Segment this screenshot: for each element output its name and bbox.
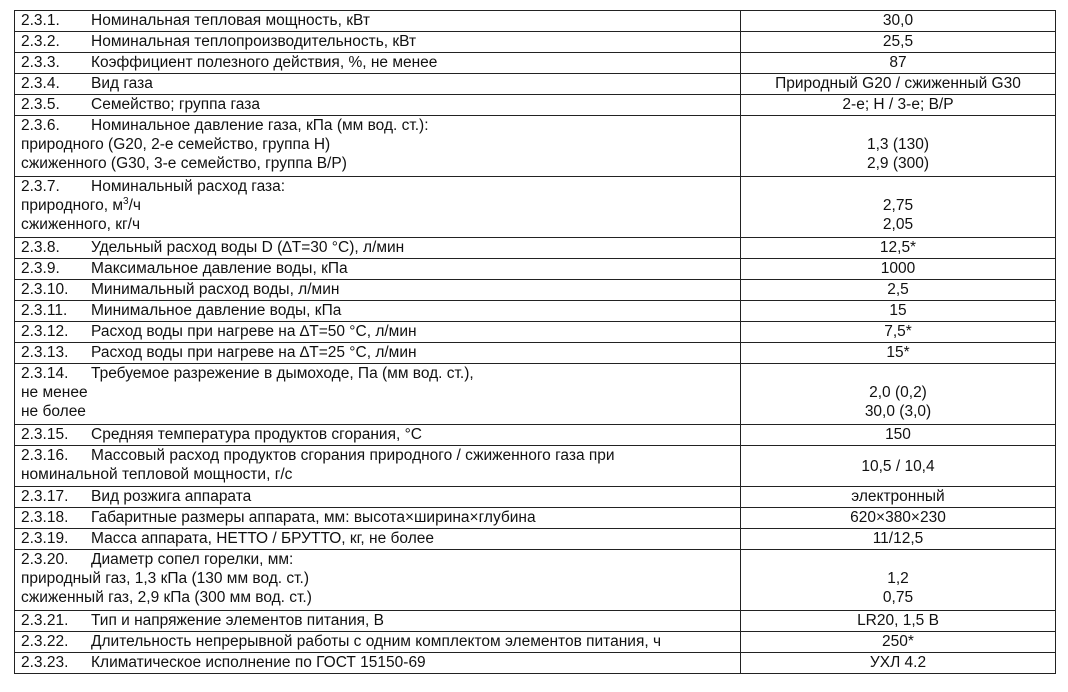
param-subline xyxy=(21,588,734,607)
row-number: 2.3.4. xyxy=(21,75,60,92)
param-subline-text: сжиженного (G30, 3-е семейство, группа В/Р) xyxy=(21,155,347,172)
row-number: 2.3.5. xyxy=(21,96,60,113)
param-cell xyxy=(15,550,741,611)
param-cell xyxy=(15,487,741,508)
param-subline-text: природного, м xyxy=(21,197,123,214)
param-title: Номинальная теплопроизводительность, кВт xyxy=(91,33,417,50)
row-number: 2.3.13. xyxy=(21,344,69,361)
table-row xyxy=(15,259,1056,280)
value-line: 30,0 xyxy=(882,12,914,29)
param-cell xyxy=(15,259,741,280)
table-row xyxy=(15,529,1056,550)
value-line xyxy=(747,177,1049,196)
table-row xyxy=(15,653,1056,674)
param-subline xyxy=(21,402,734,421)
param-cell xyxy=(15,653,741,674)
value-cell xyxy=(741,446,1056,487)
row-number: 2.3.19. xyxy=(21,530,69,547)
param-subline-text: не менее xyxy=(21,384,88,401)
value-cell xyxy=(741,74,1056,95)
value-line: 15 xyxy=(889,302,907,319)
param-line xyxy=(21,550,734,569)
value-line: LR20, 1,5 В xyxy=(857,612,939,629)
spec-table-body xyxy=(15,11,1056,674)
value-line: 12,5* xyxy=(879,239,917,256)
table-row xyxy=(15,280,1056,301)
param-line xyxy=(21,301,734,320)
table-row xyxy=(15,487,1056,508)
value-cell xyxy=(741,343,1056,364)
param-subline xyxy=(21,215,734,234)
table-row xyxy=(15,95,1056,116)
table-row xyxy=(15,301,1056,322)
param-line xyxy=(21,653,734,672)
value-line: 150 xyxy=(885,426,911,443)
param-cell xyxy=(15,611,741,632)
value-cell xyxy=(741,116,1056,177)
param-title: Диаметр сопел горелки, мм: xyxy=(91,551,294,568)
value-line: 11/12,5 xyxy=(872,530,924,547)
param-cell xyxy=(15,301,741,322)
param-subline-text: номинальной тепловой мощности, г/с xyxy=(21,466,293,483)
param-title: Удельный расход воды D (∆T=30 °С), л/мин xyxy=(91,239,405,256)
param-subline-text: сжиженного, кг/ч xyxy=(21,216,141,233)
table-row xyxy=(15,632,1056,653)
param-line xyxy=(21,53,734,72)
value-line: 1,3 (130) xyxy=(866,136,930,153)
value-line: 2,9 (300) xyxy=(866,155,930,172)
param-subline xyxy=(21,135,734,154)
value-line: 7,5* xyxy=(884,323,912,340)
value-line: 2,75 xyxy=(882,197,914,214)
param-title: Минимальное давление воды, кПа xyxy=(91,302,342,319)
row-number: 2.3.6. xyxy=(21,117,60,134)
value-line: электронный xyxy=(851,488,945,505)
value-cell xyxy=(741,550,1056,611)
value-line: 2-е; Н / 3-е; В/Р xyxy=(842,96,954,113)
value-cell xyxy=(741,425,1056,446)
row-number: 2.3.17. xyxy=(21,488,69,505)
row-number: 2.3.23. xyxy=(21,654,69,671)
param-cell xyxy=(15,508,741,529)
param-title: Массовый расход продуктов сгорания природного / сжиженного газа при xyxy=(91,447,615,464)
param-title: Вид розжига аппарата xyxy=(91,488,252,505)
table-row xyxy=(15,116,1056,177)
param-cell xyxy=(15,425,741,446)
param-subline xyxy=(21,383,734,402)
value-line: 15* xyxy=(886,344,910,361)
param-line xyxy=(21,364,734,383)
param-cell xyxy=(15,632,741,653)
row-number: 2.3.3. xyxy=(21,54,60,71)
table-row xyxy=(15,611,1056,632)
table-row xyxy=(15,322,1056,343)
param-title: Средняя температура продуктов сгорания, °С xyxy=(91,426,422,443)
value-line xyxy=(747,550,1049,569)
value-line: 2,0 (0,2) xyxy=(869,384,927,401)
param-line xyxy=(21,116,734,135)
value-cell xyxy=(741,322,1056,343)
row-number: 2.3.11. xyxy=(21,302,68,319)
param-title: Вид газа xyxy=(91,75,153,92)
value-cell xyxy=(741,280,1056,301)
value-cell xyxy=(741,508,1056,529)
value-line xyxy=(747,116,1049,135)
param-line xyxy=(21,322,734,341)
row-number: 2.3.2. xyxy=(21,33,60,50)
param-cell xyxy=(15,343,741,364)
param-cell xyxy=(15,11,741,32)
value-cell xyxy=(741,259,1056,280)
value-line: 1000 xyxy=(880,260,916,277)
param-line xyxy=(21,177,734,196)
table-row xyxy=(15,508,1056,529)
value-line: 1,2 xyxy=(887,570,909,587)
row-number: 2.3.1. xyxy=(21,12,60,29)
param-line xyxy=(21,632,734,651)
param-subline-text: не более xyxy=(21,403,86,420)
param-cell xyxy=(15,116,741,177)
param-title: Минимальный расход воды, л/мин xyxy=(91,281,340,298)
table-row xyxy=(15,425,1056,446)
param-line xyxy=(21,74,734,93)
param-title: Номинальный расход газа: xyxy=(91,178,286,195)
param-title: Расход воды при нагреве на ∆T=25 °С, л/мин xyxy=(91,344,417,361)
param-cell xyxy=(15,74,741,95)
param-title: Максимальное давление воды, кПа xyxy=(91,260,348,277)
table-row xyxy=(15,364,1056,425)
row-number: 2.3.22. xyxy=(21,633,69,650)
param-cell xyxy=(15,177,741,238)
param-subline-text: природного (G20, 2-е семейство, группа Н) xyxy=(21,136,331,153)
param-line xyxy=(21,32,734,51)
value-line: 30,0 (3,0) xyxy=(864,403,932,420)
param-cell xyxy=(15,53,741,74)
row-number: 2.3.15. xyxy=(21,426,69,443)
param-title: Номинальное давление газа, кПа (мм вод. ст.): xyxy=(91,117,429,134)
value-line: 2,5 xyxy=(887,281,909,298)
unit-superscript: 3 xyxy=(123,195,129,207)
value-line: 620×380×230 xyxy=(850,509,946,526)
param-line xyxy=(21,611,734,630)
value-cell xyxy=(741,529,1056,550)
value-cell xyxy=(741,95,1056,116)
param-cell xyxy=(15,322,741,343)
value-cell xyxy=(741,238,1056,259)
param-subline-text: природный газ, 1,3 кПа (130 мм вод. ст.) xyxy=(21,570,310,587)
param-cell xyxy=(15,364,741,425)
param-cell xyxy=(15,95,741,116)
value-cell xyxy=(741,53,1056,74)
param-line xyxy=(21,425,734,444)
row-number: 2.3.12. xyxy=(21,323,69,340)
value-cell xyxy=(741,653,1056,674)
param-subline xyxy=(21,154,734,173)
table-row xyxy=(15,446,1056,487)
value-line: УХЛ 4.2 xyxy=(869,654,927,671)
value-cell xyxy=(741,11,1056,32)
param-title: Коэффициент полезного действия, %, не менее xyxy=(91,54,438,71)
row-number: 2.3.10. xyxy=(21,281,69,298)
param-line xyxy=(21,487,734,506)
param-cell xyxy=(15,32,741,53)
row-number: 2.3.21. xyxy=(21,612,69,629)
value-cell xyxy=(741,632,1056,653)
param-line xyxy=(21,280,734,299)
param-title: Габаритные размеры аппарата, мм: высота×ширина×глубина xyxy=(91,509,536,526)
param-title: Номинальная тепловая мощность, кВт xyxy=(91,12,370,29)
param-line xyxy=(21,529,734,548)
param-cell xyxy=(15,529,741,550)
table-row xyxy=(15,177,1056,238)
table-row xyxy=(15,53,1056,74)
param-cell xyxy=(15,446,741,487)
param-line xyxy=(21,508,734,527)
table-row xyxy=(15,11,1056,32)
table-row xyxy=(15,238,1056,259)
param-title: Климатическое исполнение по ГОСТ 15150-69 xyxy=(91,654,426,671)
param-subline xyxy=(21,196,734,215)
unit-tail: /ч xyxy=(128,197,141,214)
value-line xyxy=(747,364,1049,383)
param-cell xyxy=(15,238,741,259)
table-row xyxy=(15,74,1056,95)
param-line xyxy=(21,95,734,114)
row-number: 2.3.14. xyxy=(21,365,69,382)
param-title: Расход воды при нагреве на ∆T=50 °С, л/мин xyxy=(91,323,417,340)
param-cell xyxy=(15,280,741,301)
value-line: 250* xyxy=(882,633,914,650)
table-row xyxy=(15,550,1056,611)
row-number: 2.3.8. xyxy=(21,239,60,256)
param-title: Семейство; группа газа xyxy=(91,96,260,113)
value-cell xyxy=(741,487,1056,508)
param-title: Длительность непрерывной работы с одним комплектом элементов питания, ч xyxy=(91,633,662,650)
param-line xyxy=(21,259,734,278)
param-subline xyxy=(21,569,734,588)
row-number: 2.3.7. xyxy=(21,178,60,195)
param-title: Масса аппарата, НЕТТО / БРУТТО, кг, не более xyxy=(91,530,434,547)
spec-table xyxy=(14,10,1056,674)
param-line xyxy=(21,343,734,362)
param-line xyxy=(21,446,734,465)
row-number: 2.3.9. xyxy=(21,260,60,277)
param-line xyxy=(21,238,734,257)
value-line: 0,75 xyxy=(882,589,914,606)
value-cell xyxy=(741,364,1056,425)
value-line: Природный G20 / сжиженный G30 xyxy=(775,75,1021,92)
param-subline xyxy=(21,465,734,484)
row-number: 2.3.16. xyxy=(21,447,69,464)
param-subline-text: сжиженный газ, 2,9 кПа (300 мм вод. ст.) xyxy=(21,589,312,606)
value-cell xyxy=(741,611,1056,632)
value-line: 25,5 xyxy=(882,33,914,50)
value-cell xyxy=(741,177,1056,238)
value-cell xyxy=(741,301,1056,322)
value-line: 87 xyxy=(889,54,907,71)
value-line: 10,5 / 10,4 xyxy=(861,457,935,475)
table-row xyxy=(15,343,1056,364)
param-line xyxy=(21,11,734,30)
value-cell xyxy=(741,32,1056,53)
table-row xyxy=(15,32,1056,53)
param-title: Тип и напряжение элементов питания, В xyxy=(91,612,384,629)
param-title: Требуемое разрежение в дымоходе, Па (мм вод. ст.), xyxy=(91,365,474,382)
row-number: 2.3.20. xyxy=(21,551,69,568)
value-line: 2,05 xyxy=(882,216,914,233)
row-number: 2.3.18. xyxy=(21,509,69,526)
